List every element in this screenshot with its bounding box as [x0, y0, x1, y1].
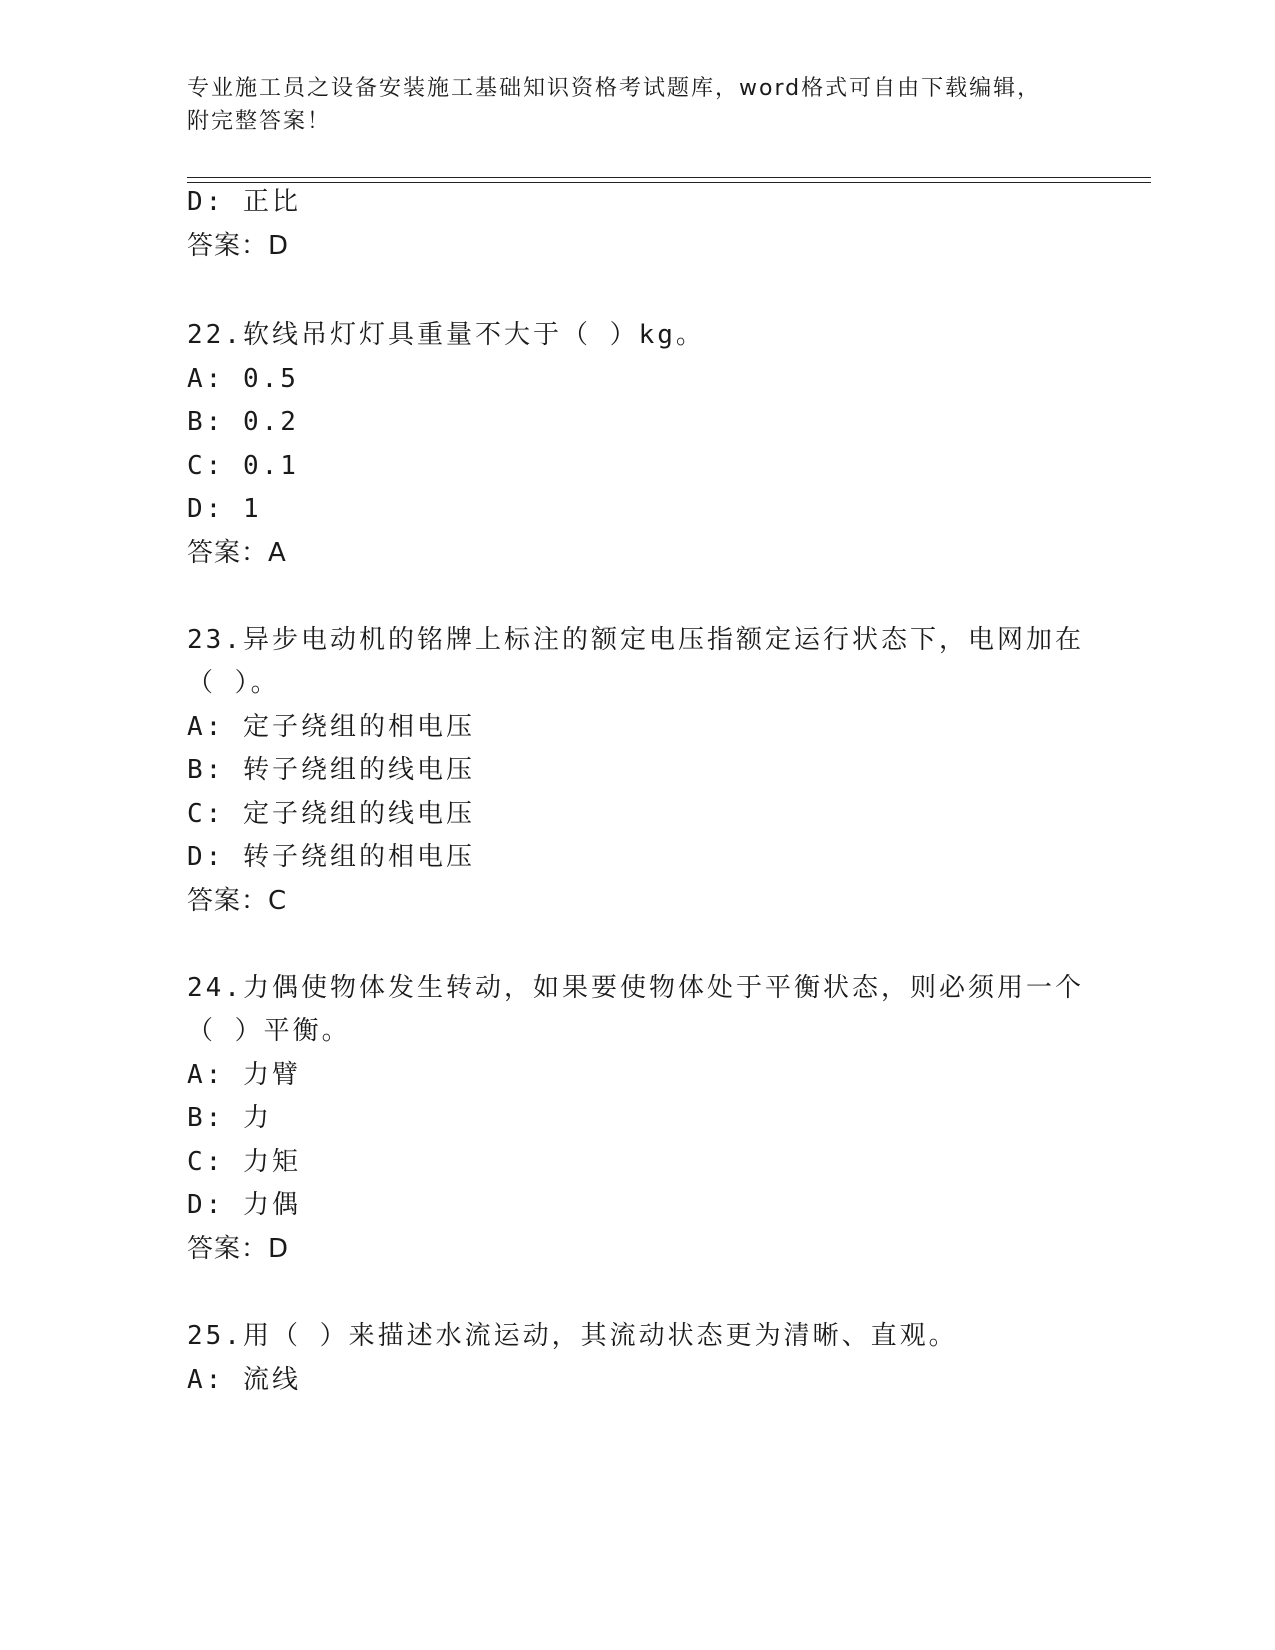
prev-answer: 答案：D: [187, 231, 290, 261]
q24-stem-line-1: 24.力偶使物体发生转动，如果要使物体处于平衡状态，则必须用一个: [187, 973, 1084, 1003]
q24-answer: 答案：D: [187, 1234, 290, 1264]
q25-option-a: A: 流线: [187, 1365, 301, 1395]
q23-option-d: D: 转子绕组的相电压: [187, 842, 475, 872]
q23-option-b: B: 转子绕组的线电压: [187, 755, 475, 785]
q23-option-c: C: 定子绕组的线电压: [187, 799, 475, 829]
q24-option-a: A: 力臂: [187, 1060, 301, 1090]
q22-option-c: C: 0.1: [187, 451, 299, 481]
q22-answer: 答案：A: [187, 538, 287, 568]
header-divider-top: [187, 177, 1151, 178]
q22-option-a: A: 0.5: [187, 364, 299, 394]
q25-stem: 25.用（ ）来描述水流运动，其流动状态更为清晰、直观。: [187, 1321, 958, 1351]
q24-option-c: C: 力矩: [187, 1147, 301, 1177]
header-line-2: 附完整答案！: [187, 109, 332, 134]
document-header: [187, 72, 1087, 138]
q23-stem-line-1: 23.异步电动机的铭牌上标注的额定电压指额定运行状态下，电网加在: [187, 625, 1084, 655]
q22-stem: 22.软线吊灯灯具重量不大于（ ）kg。: [187, 320, 705, 350]
prev-option-d: D: 正比: [187, 187, 301, 217]
header-line-1: 专业施工员之设备安装施工基础知识资格考试题库，word格式可自由下载编辑，: [187, 76, 1042, 101]
q23-option-a: A: 定子绕组的相电压: [187, 712, 475, 742]
q24-stem-line-2: （ ）平衡。: [187, 1016, 351, 1046]
q22-option-b: B: 0.2: [187, 407, 299, 437]
q24-option-d: D: 力偶: [187, 1190, 301, 1220]
header-divider-bottom: [187, 182, 1151, 183]
q24-option-b: B: 力: [187, 1103, 272, 1133]
q22-option-d: D: 1: [187, 494, 262, 524]
q23-stem-line-2: （ ）。: [187, 668, 280, 698]
q23-answer: 答案：C: [187, 886, 288, 916]
